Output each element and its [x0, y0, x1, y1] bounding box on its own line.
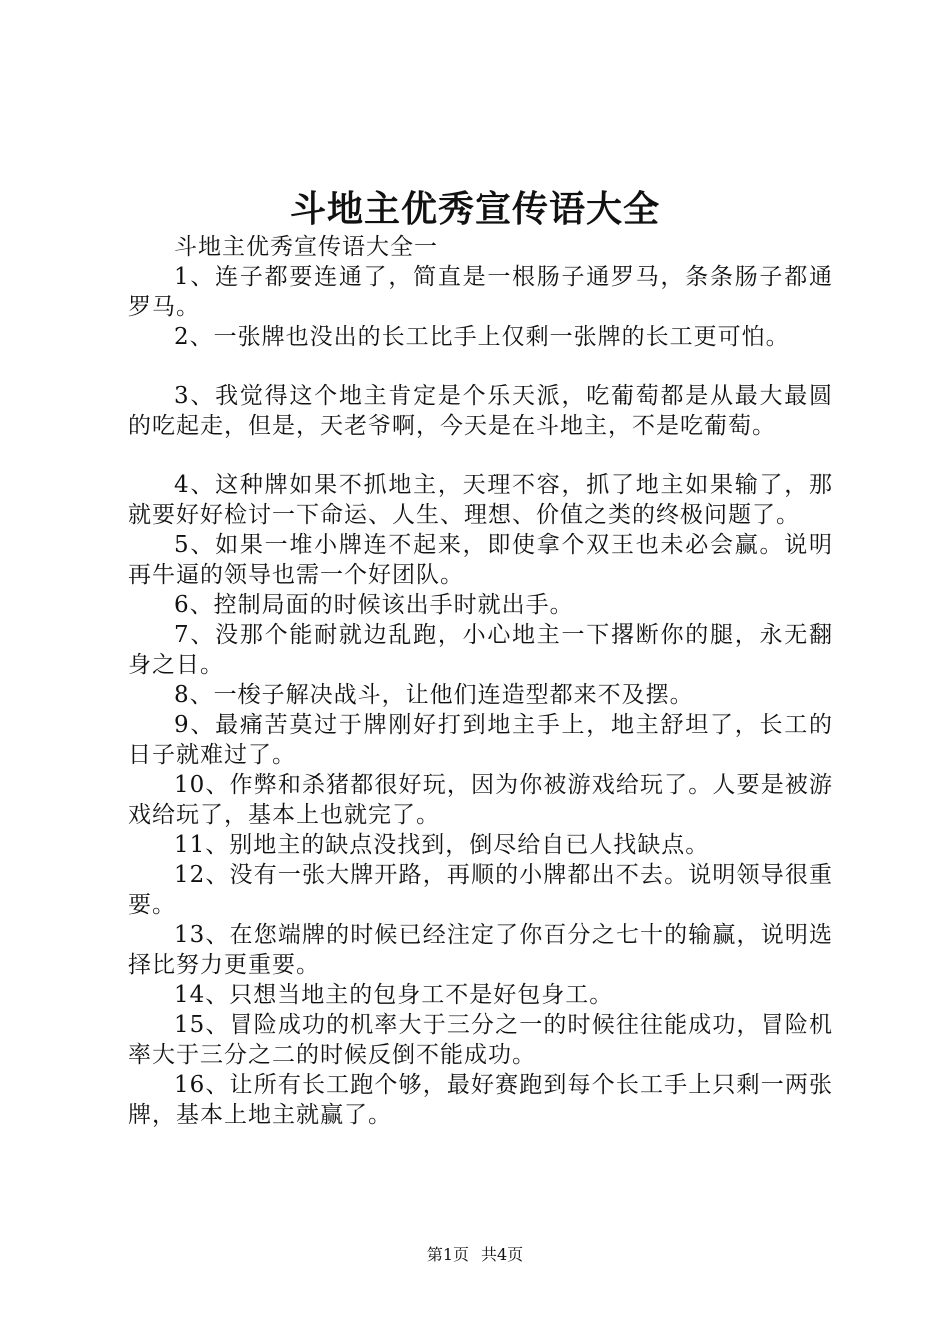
paragraph-9: 9、最痛苦莫过于牌刚好打到地主手上，地主舒坦了，长工的日子就难过了。	[128, 712, 833, 768]
paragraph-6: 6、控制局面的时候该出手时就出手。	[174, 592, 574, 618]
section-heading: 斗地主优秀宣传语大全一	[174, 234, 438, 260]
paragraph-5: 5、如果一堆小牌连不起来，即使拿个双王也未必会赢。说明再牛逼的领导也需一个好团队。	[128, 532, 833, 588]
paragraph-3: 3、我觉得这个地主肯定是个乐天派，吃葡萄都是从最大最圆的吃起走，但是，天老爷啊，今天是在斗地主，不是吃葡萄。	[128, 383, 833, 439]
paragraph-11: 11、别地主的缺点没找到，倒尽给自已人找缺点。	[174, 832, 710, 858]
paragraph-16: 16、让所有长工跑个够，最好赛跑到每个长工手上只剩一两张牌，基本上地主就赢了。	[128, 1072, 833, 1128]
page-footer	[0, 1244, 950, 1266]
paragraph-4: 4、这种牌如果不抓地主，天理不容，抓了地主如果输了，那就要好好检讨一下命运、人生、理想、价值之类的终极问题了。	[128, 472, 833, 528]
paragraph-10: 10、作弊和杀猪都很好玩，因为你被游戏给玩了。人要是被游戏给玩了，基本上也就完了。	[128, 772, 833, 828]
page-number: 第1页	[426, 1245, 469, 1264]
document-body	[128, 232, 833, 1130]
paragraph-13: 13、在您端牌的时候已经注定了你百分之七十的输赢，说明选择比努力更重要。	[128, 922, 833, 978]
paragraph-2: 2、一张牌也没出的长工比手上仅剩一张牌的长工更可怕。	[174, 324, 790, 350]
document-title: 斗地主优秀宣传语大全	[289, 188, 660, 230]
paragraph-8: 8、一梭子解决战斗，让他们连造型都来不及摆。	[174, 682, 694, 708]
page-total: 共4页	[481, 1245, 524, 1264]
paragraph-15: 15、冒险成功的机率大于三分之一的时候往往能成功，冒险机率大于三分之二的时候反倒不能成功。	[128, 1012, 833, 1068]
paragraph-12: 12、没有一张大牌开路，再顺的小牌都出不去。说明领导很重要。	[128, 862, 833, 918]
paragraph-7: 7、没那个能耐就边乱跑，小心地主一下撂断你的腿，永无翻身之日。	[128, 622, 833, 678]
paragraph-1: 1、连子都要连通了，简直是一根肠子通罗马，条条肠子都通罗马。	[128, 264, 833, 320]
paragraph-14: 14、只想当地主的包身工不是好包身工。	[174, 982, 614, 1008]
